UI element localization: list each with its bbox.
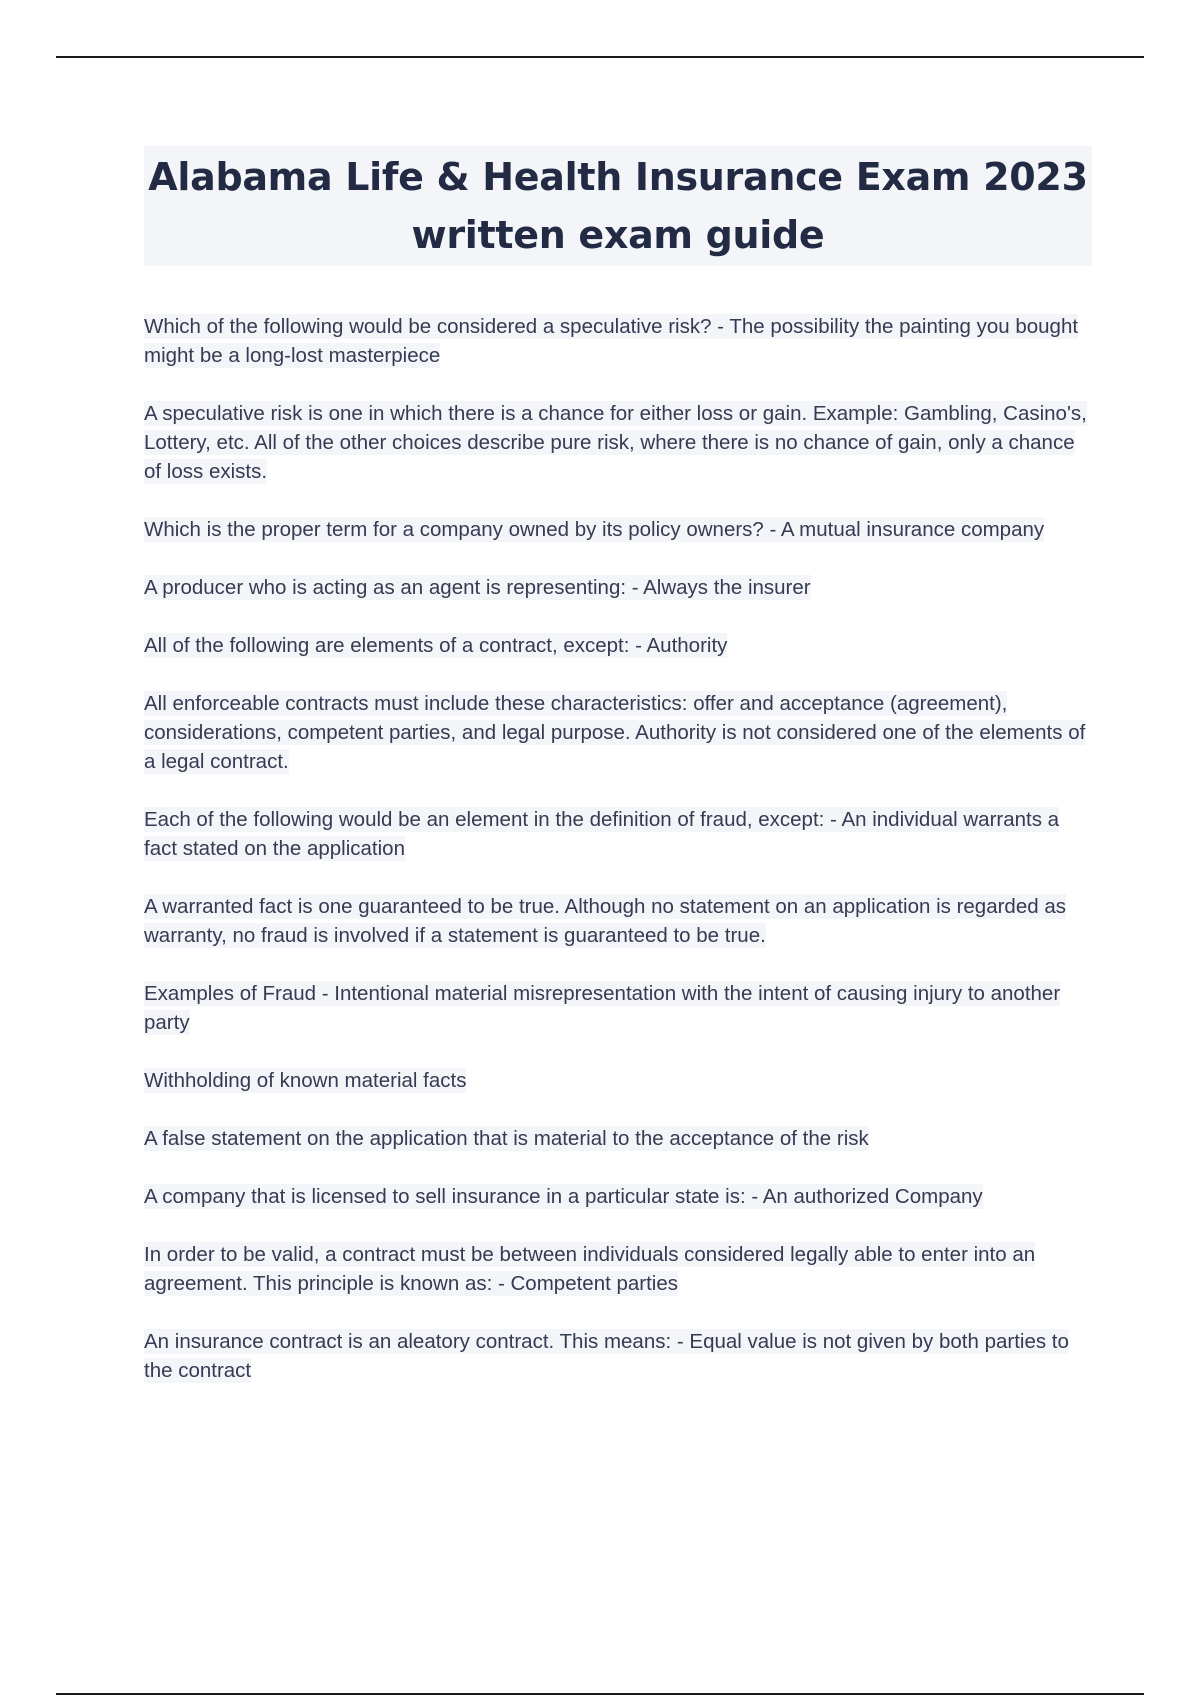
paragraph-text: In order to be valid, a contract must be between individuals considered legally able to enter into an agreement. This principle is known as: - Competent parties: [144, 1243, 1036, 1295]
paragraph: [144, 1066, 1090, 1095]
paragraph-text: A company that is licensed to sell insurance in a particular state is: - An authorized Company: [144, 1185, 983, 1208]
document-body: [144, 312, 1090, 1414]
paragraph: [144, 1327, 1090, 1385]
paragraph: [144, 892, 1090, 950]
paragraph-text: A speculative risk is one in which there is a chance for either loss or gain. Example: Gambling, Casino's, Lottery, etc. All of the other choices describe pure risk, where there is no chance of gain, only a chance of loss exists.: [144, 402, 1087, 483]
paragraph: [144, 312, 1090, 370]
paragraph: [144, 805, 1090, 863]
paragraph-text: Examples of Fraud - Intentional material misrepresentation with the intent of causing injury to another party: [144, 982, 1061, 1034]
paragraph: [144, 573, 1090, 602]
paragraph: [144, 1182, 1090, 1211]
paragraph-text: All of the following are elements of a contract, except: - Authority: [144, 634, 728, 657]
paragraph-text: Each of the following would be an element in the definition of fraud, except: - An individual warrants a fact stated on the application: [144, 808, 1060, 860]
title-line-2: written exam guide: [411, 213, 825, 257]
paragraph: [144, 979, 1090, 1037]
paragraph: [144, 399, 1090, 486]
paragraph-text: An insurance contract is an aleatory contract. This means: - Equal value is not given by both parties to the contract: [144, 1330, 1069, 1382]
paragraph-text: A false statement on the application that is material to the acceptance of the risk: [144, 1127, 869, 1150]
title-banner: [144, 146, 1092, 266]
paragraph-text: Withholding of known material facts: [144, 1069, 467, 1092]
bottom-rule: [56, 1693, 1144, 1695]
paragraph: [144, 689, 1090, 776]
paragraph-text: A producer who is acting as an agent is representing: - Always the insurer: [144, 576, 811, 599]
paragraph-text: All enforceable contracts must include these characteristics: offer and acceptance (agreement), considerations, competent parties, and legal purpose. Authority is not considered one of the elements of a legal contract.: [144, 692, 1086, 773]
paragraph: [144, 1240, 1090, 1298]
paragraph: [144, 515, 1090, 544]
top-rule: [56, 56, 1144, 58]
paragraph-text: Which of the following would be considered a speculative risk? - The possibility the painting you bought might be a long-lost masterpiece: [144, 315, 1079, 367]
paragraph: [144, 1124, 1090, 1153]
title-line-1: Alabama Life & Health Insurance Exam 2023: [148, 155, 1088, 199]
paragraph-text: Which is the proper term for a company owned by its policy owners? - A mutual insurance company: [144, 518, 1045, 541]
paragraph-text: A warranted fact is one guaranteed to be true. Although no statement on an application is regarded as warranty, no fraud is involved if a statement is guaranteed to be true.: [144, 895, 1066, 947]
page-title: [148, 148, 1087, 264]
paragraph: [144, 631, 1090, 660]
